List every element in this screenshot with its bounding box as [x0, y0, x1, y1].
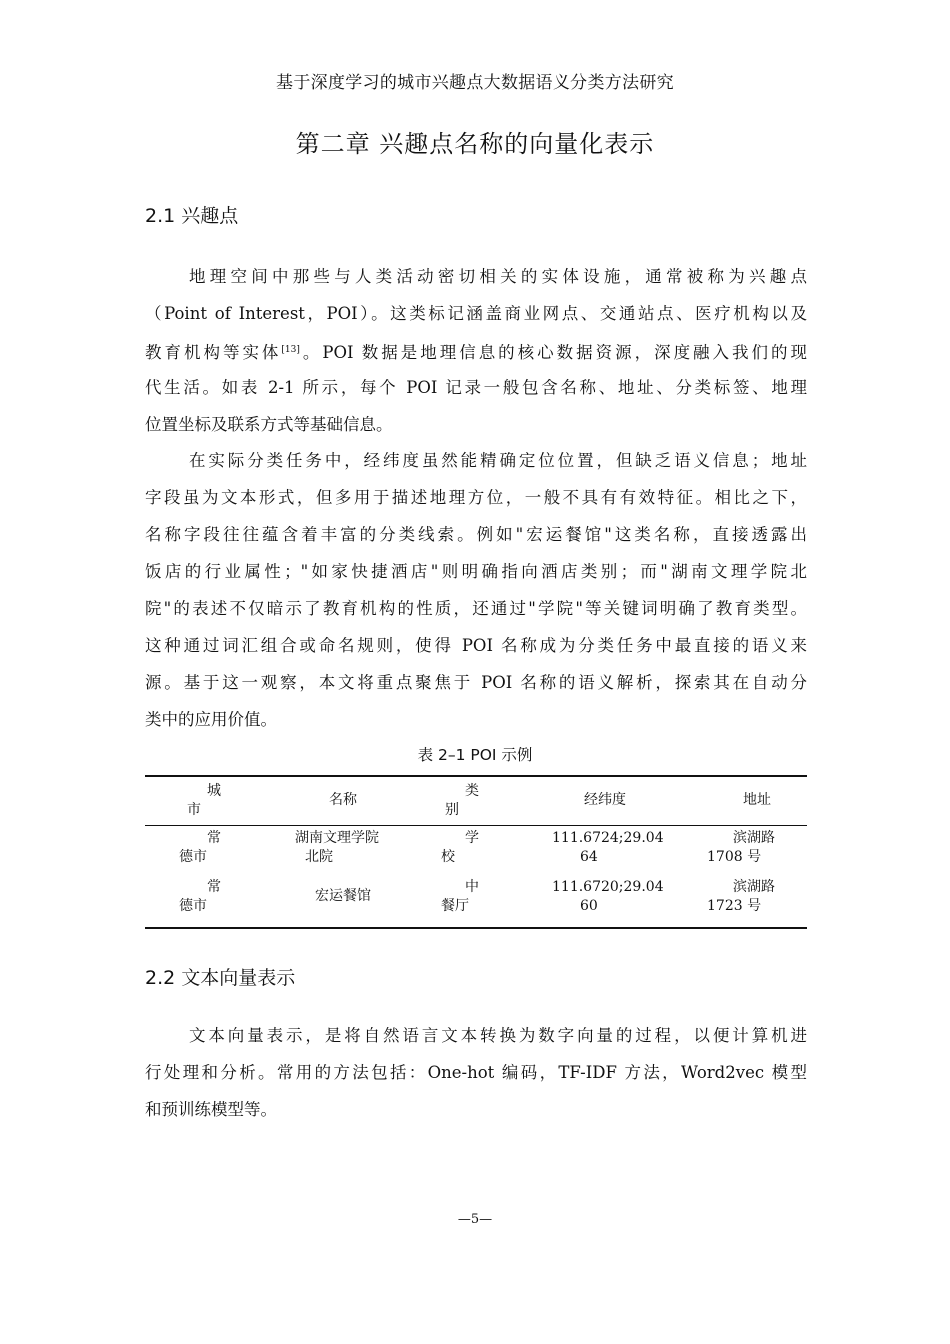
citation-ref[interactable]: [13]: [281, 345, 300, 355]
table-caption: 表 2–1 POI 示例: [417, 746, 533, 764]
text-line: 这种通过词汇组合或命名规则，使得 POI 名称成为分类任务中最直接的语义来: [145, 636, 807, 655]
text-line: 和预训练模型等。: [145, 1100, 277, 1119]
cell-address: 滨湖路 1708 号: [707, 830, 775, 865]
poi-example-table: [145, 775, 807, 929]
table-row: [145, 829, 807, 878]
text-line: 在实际分类任务中，经纬度虽然能精确定位位置，但缺乏语义信息；地址: [189, 451, 807, 470]
text-fragment: 教育机构等实体: [145, 343, 282, 362]
section-heading-2-2: 2.2 文本向量表示: [145, 967, 296, 989]
paragraph-text-vectorization: [145, 1017, 807, 1128]
cell-name: 宏运餐馆: [315, 888, 371, 904]
cell-category: 中 餐厅: [441, 879, 479, 914]
cell-city: 常 德市: [179, 879, 221, 914]
cell-lnglat: 111.6724;29.04 64: [552, 830, 664, 865]
section-heading-2-1: 2.1 兴趣点: [145, 205, 239, 227]
cell-category: 学 校: [441, 830, 479, 865]
text-line: 名称字段往往蕴含着丰富的分类线索。例如"宏运餐馆"这类名称，直接透露出: [145, 525, 807, 544]
cell-lnglat: 111.6720;29.04 60: [552, 879, 664, 914]
header-address: 地址: [743, 792, 771, 808]
table-header-row: [145, 777, 807, 826]
header-city: 城 市: [187, 783, 221, 818]
text-line: （Point of Interest，POI）。这类标记涵盖商业网点、交通站点、医疗机构以及: [145, 304, 807, 323]
header-category: 类 别: [445, 783, 479, 818]
text-line: 源。基于这一观察，本文将重点聚焦于 POI 名称的语义解析，探索其在自动分: [145, 673, 807, 692]
chapter-title: 第二章 兴趣点名称的向量化表示: [295, 130, 655, 158]
table-row: [145, 878, 807, 927]
text-line: 饭店的行业属性；"如家快捷酒店"则明确指向酒店类别；而"湖南文理学院北: [145, 562, 807, 581]
cell-name: 湖南文理学院 北院: [295, 830, 379, 865]
page-number: —5—: [457, 1212, 493, 1227]
header-lnglat: 经纬度: [584, 792, 626, 808]
text-line: 位置坐标及联系方式等基础信息。: [145, 415, 393, 434]
text-line: [145, 332, 807, 369]
text-line: 地理空间中那些与人类活动密切相关的实体设施，通常被称为兴趣点: [189, 267, 807, 286]
text-line: 字段虽为文本形式，但多用于描述地理方位，一般不具有有效特征。相比之下，: [145, 488, 807, 507]
text-line: 院"的表述不仅暗示了教育机构的性质，还通过"学院"等关键词明确了教育类型。: [145, 599, 807, 618]
text-line: 代生活。如表 2-1 所示，每个 POI 记录一般包含名称、地址、分类标签、地理: [145, 378, 807, 397]
text-fragment: 。POI 数据是地理信息的核心数据资源，深度融入我们的现: [299, 343, 807, 362]
paragraph-poi-definition: [145, 258, 807, 443]
paragraph-poi-name-semantics: [145, 442, 807, 738]
text-line: 类中的应用价值。: [145, 710, 277, 729]
cell-address: 滨湖路 1723 号: [707, 879, 775, 914]
text-line: 行处理和分析。常用的方法包括：One-hot 编码，TF-IDF 方法，Word2vec 模型: [145, 1063, 807, 1082]
cell-city: 常 德市: [179, 830, 221, 865]
header-name: 名称: [329, 792, 357, 808]
running-header: 基于深度学习的城市兴趣点大数据语义分类方法研究: [276, 73, 674, 93]
text-line: 文本向量表示，是将自然语言文本转换为数字向量的过程，以便计算机进: [189, 1026, 807, 1045]
